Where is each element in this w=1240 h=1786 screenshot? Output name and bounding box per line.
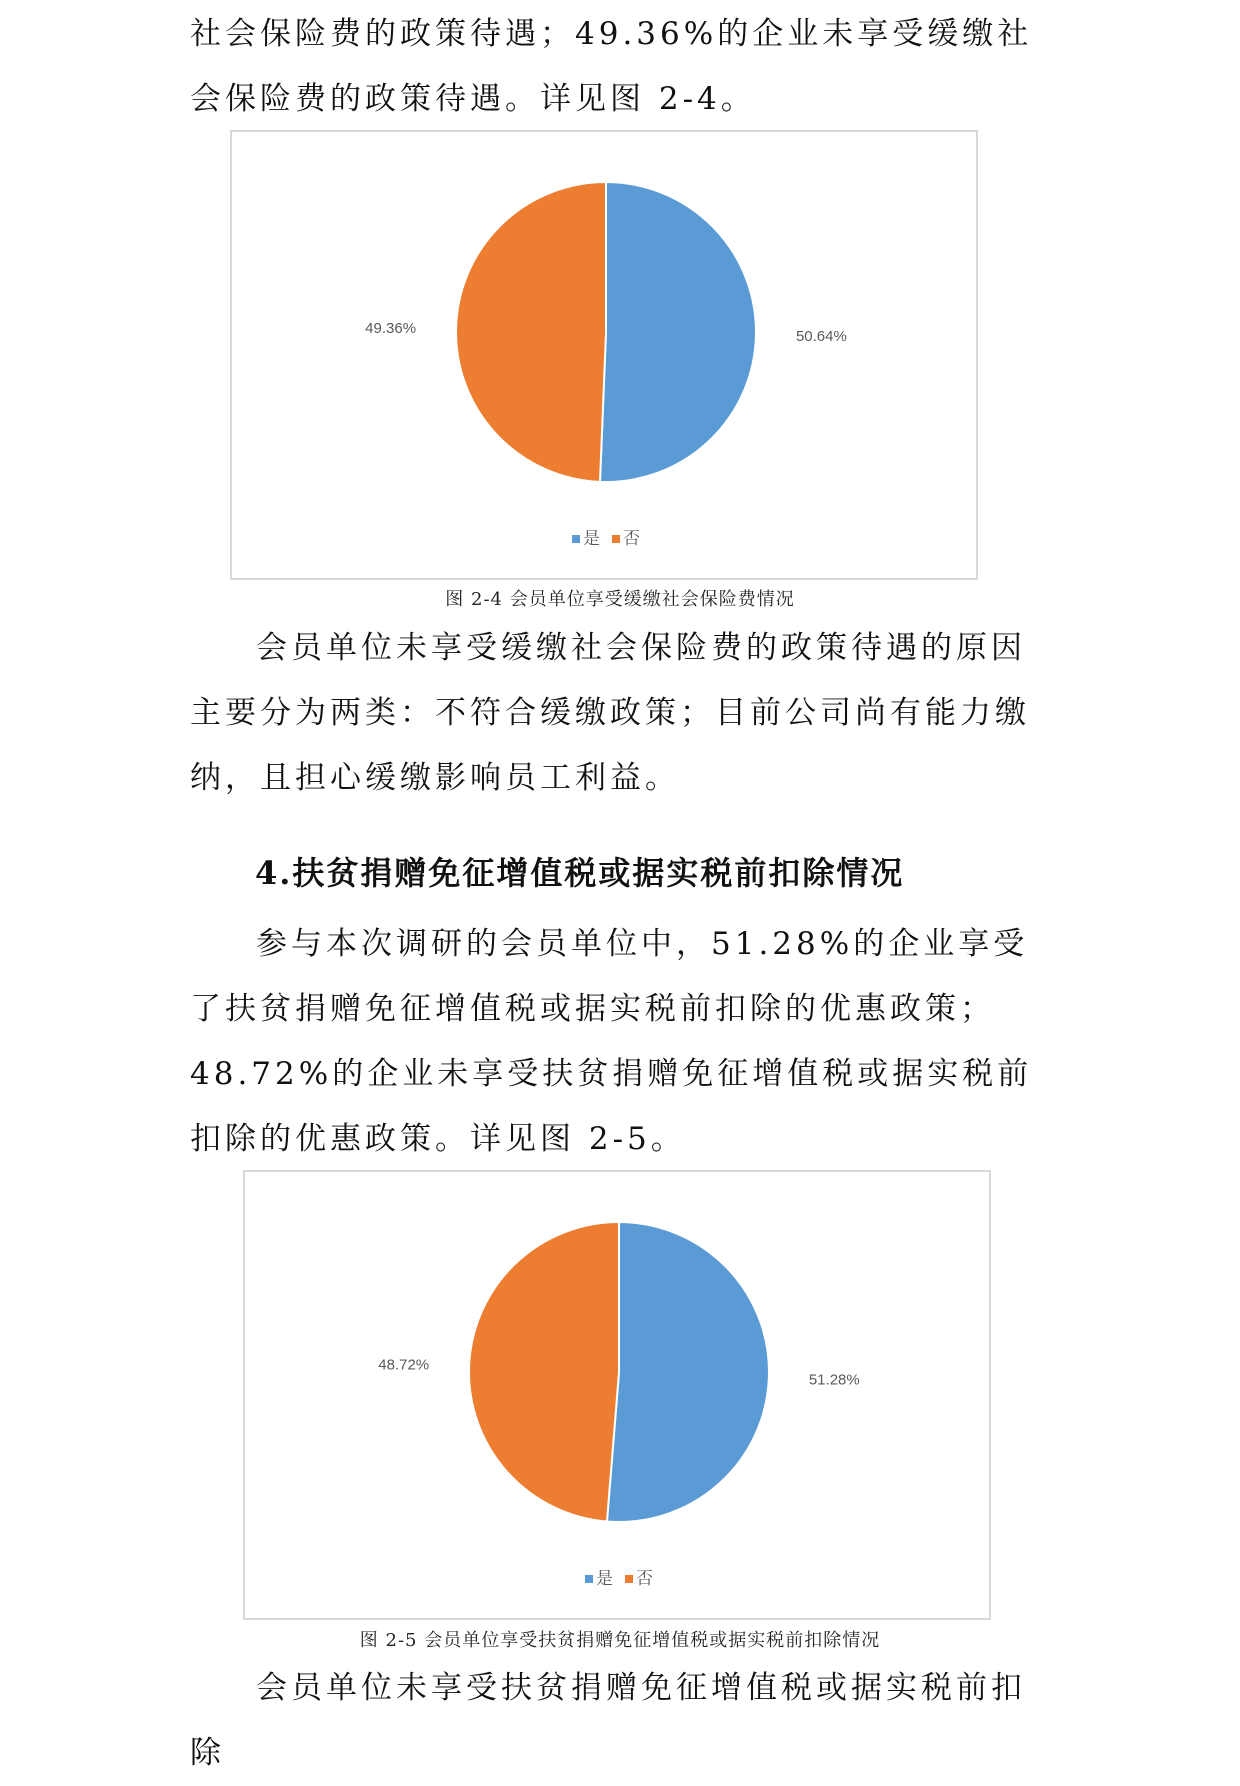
legend-swatch-yes <box>585 1575 593 1583</box>
pie-chart-2-5-svg <box>245 1172 993 1622</box>
legend-label-no: 否 <box>623 529 640 549</box>
pie-slice-no <box>469 1222 619 1522</box>
legend-swatch-yes <box>572 535 580 543</box>
pie-slice-no <box>456 182 606 482</box>
data-label-no: 48.72% <box>378 1356 430 1374</box>
paragraph-survey: 参与本次调研的会员单位中，51.28%的企业享受了扶贫捐赠免征增值税或据实税前扣除的优惠政策；48.72%的企业未享受扶贫捐赠免征增值税或据实税前扣除的优惠政策。详见图 2-5。 <box>190 926 1033 1157</box>
data-label-yes: 50.64% <box>795 327 847 345</box>
paragraph-intro: 社会保险费的政策待遇；49.36%的企业未享受缓缴社会保险费的政策待遇。详见图 2-4。 <box>190 16 1033 117</box>
section-heading: 4.扶贫捐赠免征增值税或据实税前扣除情况 <box>255 854 905 892</box>
legend-label-no: 否 <box>636 1569 653 1589</box>
data-label-yes: 51.28% <box>808 1371 860 1389</box>
figure-caption-2-4: 图 2-4 会员单位享受缓缴社会保险费情况 <box>445 589 795 610</box>
legend-label-yes: 是 <box>583 529 600 549</box>
legend-swatch-no <box>625 1575 633 1583</box>
data-label-no: 49.36% <box>365 320 417 338</box>
legend-label-yes: 是 <box>596 1569 613 1589</box>
pie-slice-yes <box>607 1222 769 1522</box>
paragraph-reasons: 会员单位未享受缓缴社会保险费的政策待遇的原因主要分为两类：不符合缓缴政策；目前公司尚有能力缴纳，且担心缓缴影响员工利益。 <box>190 630 1030 796</box>
pie-chart-2-4-svg <box>232 132 980 582</box>
paragraph-closing: 会员单位未享受扶贫捐赠免征增值税或据实税前扣除 <box>190 1670 1026 1771</box>
pie-chart-2-5 <box>243 1170 991 1620</box>
figure-caption-2-5: 图 2-5 会员单位享受扶贫捐赠免征增值税或据实税前扣除情况 <box>359 1630 881 1651</box>
pie-chart-2-4 <box>230 130 978 580</box>
legend-swatch-no <box>612 535 620 543</box>
pie-slice-yes <box>600 182 756 482</box>
